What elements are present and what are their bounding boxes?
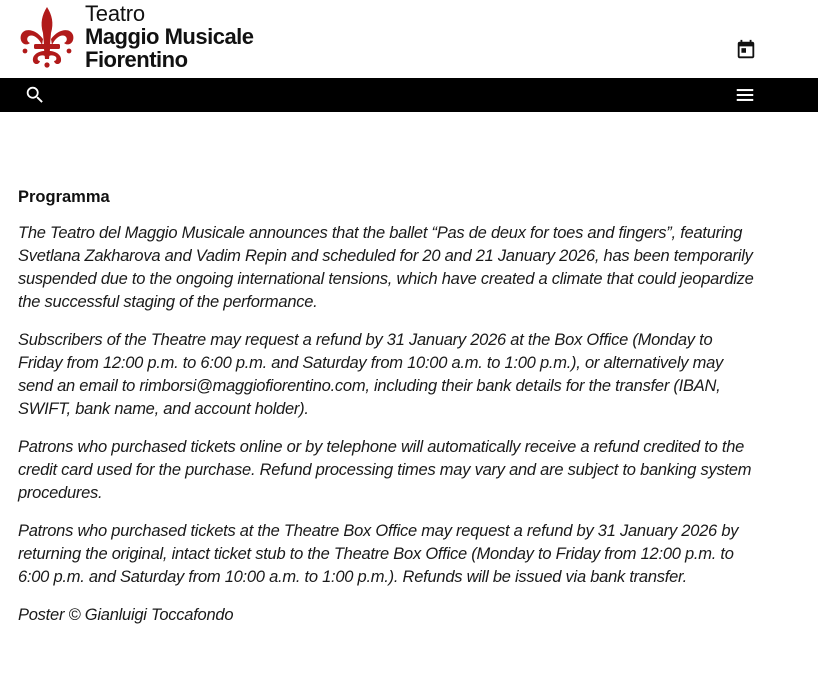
paragraph-box-office-refund: Patrons who purchased tickets at the Theatre Box Office may request a refund by 31 January 2026 by returning the original, intact ticket stub to the Theatre Box Office (Monday to Friday from 12:00 p.m. to 6:00 p.m. and Saturday from 10:00 a.m. to 1:00 p.m.). Refunds will be issued via bank transfer. — [18, 522, 739, 586]
article-content — [18, 186, 758, 642]
brand-line-teatro: Teatro — [85, 1, 145, 26]
fleur-de-lis-icon[interactable] — [18, 5, 76, 69]
site-brand[interactable] — [85, 2, 254, 71]
search-icon[interactable] — [24, 84, 46, 106]
brand-line-maggio-musicale: Maggio Musicale — [85, 24, 254, 49]
site-header — [0, 0, 818, 78]
calendar-icon[interactable] — [735, 39, 757, 61]
hamburger-menu-icon[interactable] — [734, 84, 756, 106]
paragraph-online-refund: Patrons who purchased tickets online or by telephone will automatically receive a refund credited to the credit card used for the purchase. Refund processing times may vary and are subject to banking system procedures. — [18, 438, 752, 502]
paragraph-announcement: The Teatro del Maggio Musicale announces that the ballet “Pas de deux for toes and fingers”, featuring Svetlana Zakharova and Vadim Repin and scheduled for 20 and 21 January 2026, has been temporarily suspended due to the ongoing international tensions, which have created a climate that could jeopardize the successful staging of the performance. — [18, 224, 754, 311]
nav-bar — [0, 78, 818, 112]
poster-credit: Poster © Gianluigi Toccafondo — [18, 606, 234, 624]
brand-line-fiorentino: Fiorentino — [85, 47, 188, 72]
section-title: Programma — [18, 188, 110, 206]
paragraph-subscribers-refund: Subscribers of the Theatre may request a refund by 31 January 2026 at the Box Office (Monday to Friday from 12:00 p.m. to 6:00 p.m. and Saturday from 10:00 a.m. to 1:00 p.m.), or alternatively may send an email to rimborsi@maggiofiorentino.com, including their bank details for the transfer (IBAN, SWIFT, bank name, and account holder). — [18, 331, 723, 418]
